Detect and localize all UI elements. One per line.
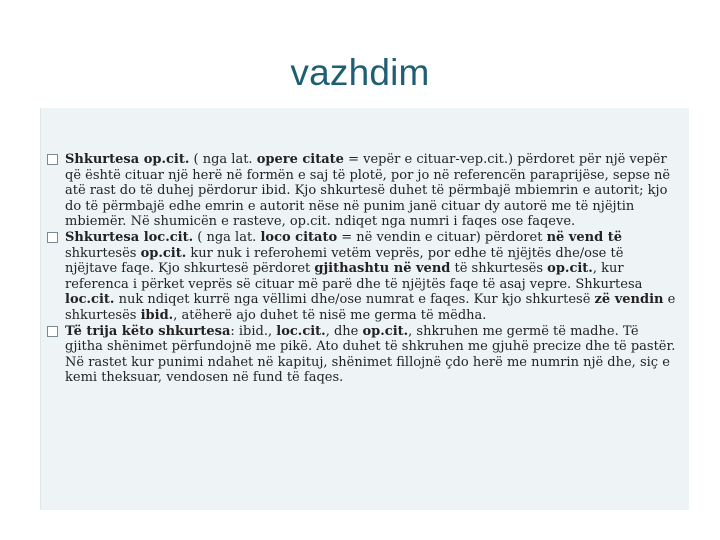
text-segment: zë vendin xyxy=(594,292,664,308)
text-segment: gjithashtu në vend xyxy=(314,261,451,277)
text-segment: loc.cit. xyxy=(65,292,115,308)
text-segment: ( nga lat. xyxy=(189,152,257,167)
text-segment: ( nga lat. xyxy=(193,229,261,245)
text-segment: nuk ndiqet kurrë nga vëllimi dhe/ose numrat e faqes. Kur kjo shkurtesë xyxy=(114,292,595,308)
square-bullet-icon xyxy=(47,154,58,165)
text-segment: shkurtesës xyxy=(65,245,141,261)
text-segment: ibid. xyxy=(140,307,174,323)
text-segment: kur nuk i referohemi vetëm veprës, por edhe të njëjtës dhe/ose të njëjtave faqe. Kjo shkurtesë përdoret xyxy=(65,245,624,277)
text-segment: = në vendin e cituar) përdoret xyxy=(337,229,547,245)
bullet-item xyxy=(47,324,677,386)
text-segment: loco citato xyxy=(260,229,338,245)
bullet-item xyxy=(47,152,677,230)
square-bullet-icon xyxy=(47,326,58,337)
text-segment: op.cit. xyxy=(140,245,187,261)
text-segment: , kur referenca i përket veprës së cituar më parë dhe të njëjtës faqe të asaj vepre. Shkurtesa xyxy=(65,261,643,292)
text-segment: , atëherë ajo duhet të nisë me germa të mëdha. xyxy=(173,307,487,323)
text-segment: = vepër e cituar-vep.cit.) përdoret për një vepër që është cituar një herë në formën e saj të plotë, por jo në referencën paraprijëse, sepse në atë rast do të duhej përdorur ibid. Kjo shkurtesë duhet të përmbajë mbiemrin e autorit; kjo do të përmbajë edhe emrin e autorit nëse në punim janë cituar dy autorë me të njëjtin mbiemër. Në shumicën e rasteve, op.cit. ndiqet nga numri i faqes ose faqeve. xyxy=(65,152,671,230)
bullet-item xyxy=(47,230,677,324)
text-segment: opere citate xyxy=(256,152,344,167)
text-segment: op.cit. xyxy=(547,261,593,277)
text-segment: Shkurtesa loc.cit. xyxy=(65,229,194,245)
text-segment: Shkurtesa op.cit. xyxy=(65,152,190,167)
text-segment: : ibid., xyxy=(230,323,277,339)
text-segment: në vend të xyxy=(546,229,622,245)
text-segment: e shkurtesës xyxy=(65,292,676,323)
square-bullet-icon xyxy=(47,232,58,243)
text-segment: op.cit. xyxy=(362,323,409,339)
text-segment: , dhe xyxy=(325,323,363,339)
bullet-list xyxy=(47,152,677,386)
text-segment: loc.cit. xyxy=(276,323,326,339)
text-segment: , shkruhen me germë të madhe. Të gjitha shënimet përfundojnë me pikë. Ato duhet të shkruhen me gjuhë precize dhe të pastër. Në rastet kur punimi ndahet në kapituj, shënimet fillojnë çdo herë me numrin një dhe, siç e kemi theksuar, vendosen në fund të faqes. xyxy=(65,323,676,386)
text-segment: të shkurtesës xyxy=(450,261,548,277)
text-segment: Të trija këto shkurtesa xyxy=(65,323,231,339)
slide-title: vazhdim xyxy=(290,52,430,93)
